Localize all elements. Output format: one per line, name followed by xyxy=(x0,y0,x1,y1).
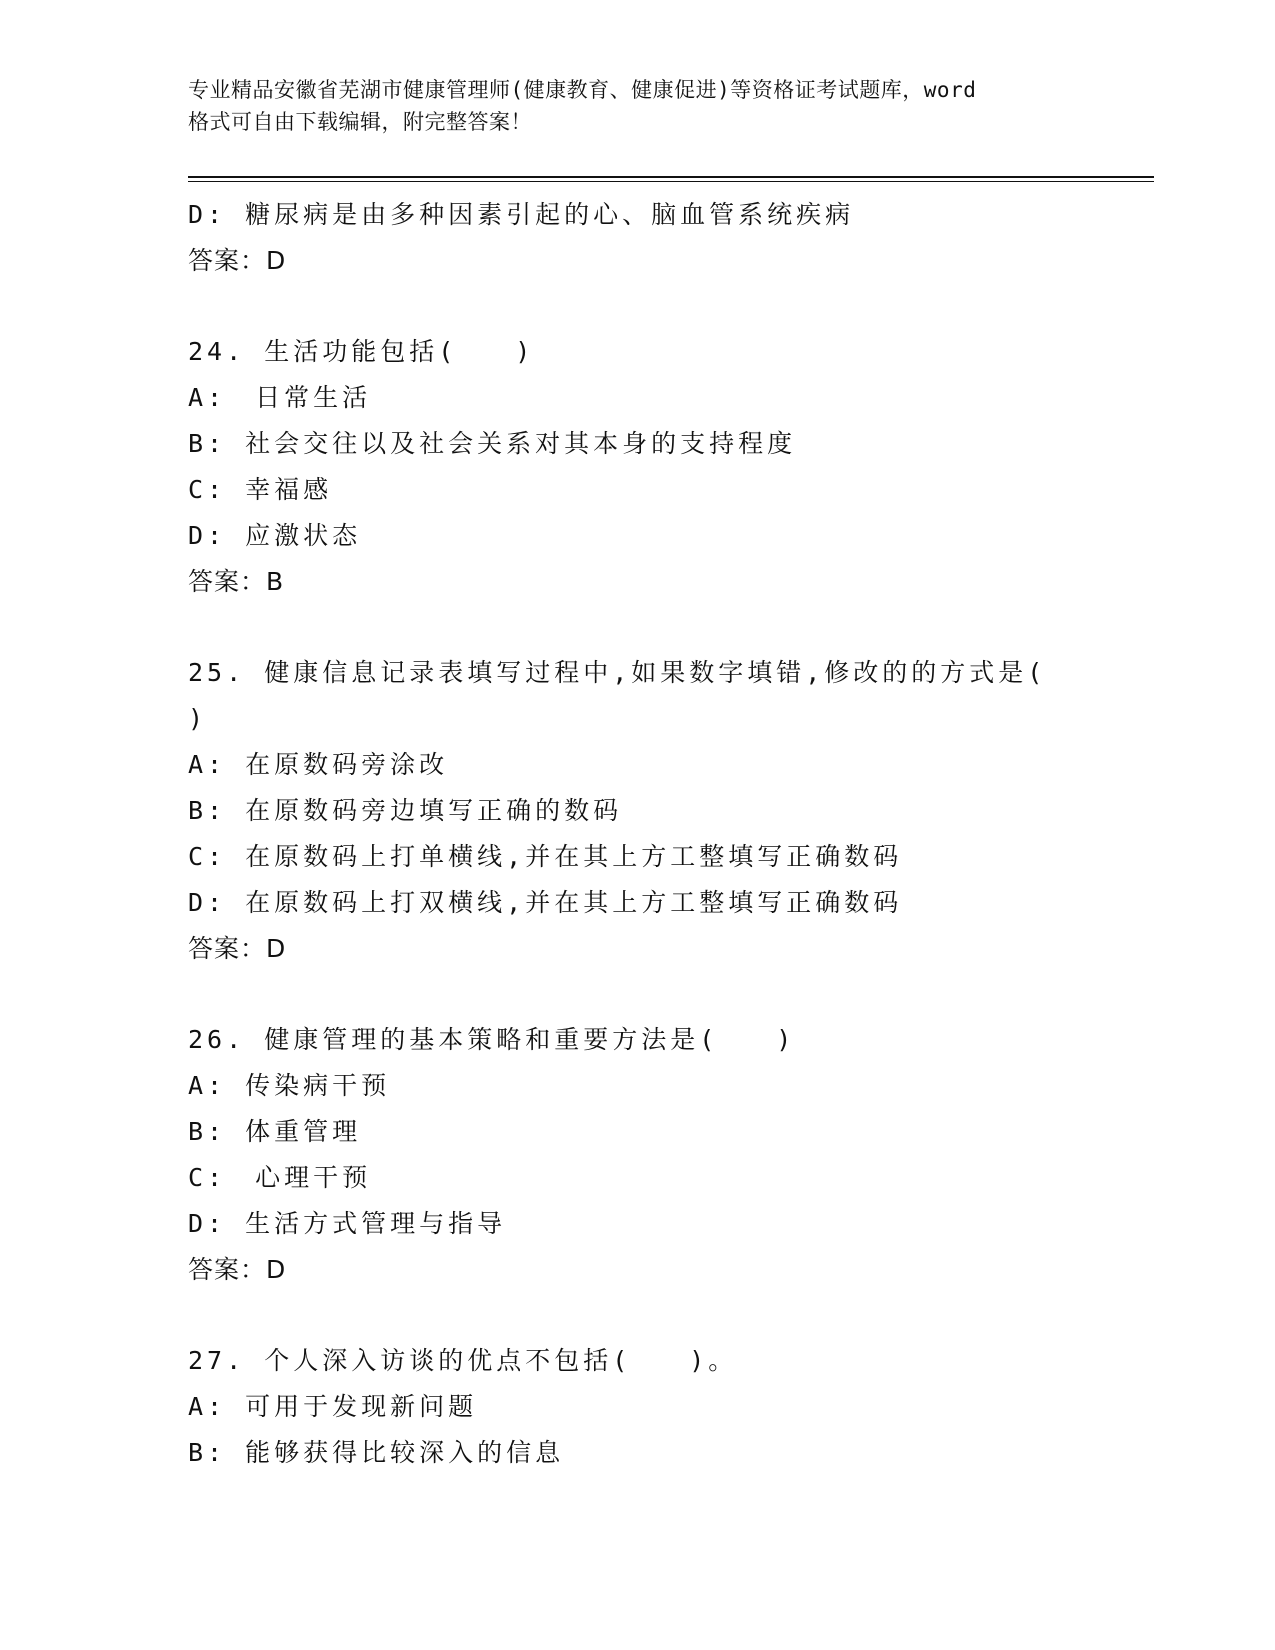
option-c: C: 心理干预 xyxy=(188,1163,372,1192)
option-c: C: 幸福感 xyxy=(188,475,333,504)
document-header xyxy=(188,74,1088,138)
option-c: C: 在原数码上打单横线,并在其上方工整填写正确数码 xyxy=(188,842,903,871)
option-b: B: 在原数码旁边填写正确的数码 xyxy=(188,796,623,825)
question-26 xyxy=(188,1017,1088,1293)
header-line-2: 格式可自由下载编辑，附完整答案！ xyxy=(188,110,532,134)
question-list xyxy=(188,192,1088,1476)
question-25 xyxy=(188,650,1088,972)
option-a: A: 传染病干预 xyxy=(188,1071,391,1100)
question-27 xyxy=(188,1338,1088,1476)
header-line-1: 专业精品安徽省芜湖市健康管理师(健康教育、健康促进)等资格证考试题库，word xyxy=(188,78,977,102)
option-d: D: 糖尿病是由多种因素引起的心、脑血管系统疾病 xyxy=(188,200,855,229)
answer: 答案：D xyxy=(188,934,287,963)
question-text: 24. 生活功能包括( ) xyxy=(188,337,535,366)
question-text: 26. 健康管理的基本策略和重要方法是( ) xyxy=(188,1025,796,1054)
header-divider-thin xyxy=(188,181,1154,182)
question-23 xyxy=(188,192,1088,284)
header-divider-thick xyxy=(188,176,1154,178)
option-b: B: 体重管理 xyxy=(188,1117,362,1146)
option-a: A: 在原数码旁涂改 xyxy=(188,750,449,779)
option-b: B: 社会交往以及社会关系对其本身的支持程度 xyxy=(188,429,797,458)
option-d: D: 应激状态 xyxy=(188,521,362,550)
option-a: A: 日常生活 xyxy=(188,383,372,412)
answer: 答案：B xyxy=(188,567,285,596)
answer: 答案：D xyxy=(188,1255,287,1284)
option-d: D: 在原数码上打双横线,并在其上方工整填写正确数码 xyxy=(188,888,903,917)
option-b: B: 能够获得比较深入的信息 xyxy=(188,1438,565,1467)
question-text-continued: ) xyxy=(188,704,208,733)
option-d: D: 生活方式管理与指导 xyxy=(188,1209,507,1238)
option-a: A: 可用于发现新问题 xyxy=(188,1392,478,1421)
question-text: 27. 个人深入访谈的优点不包括( )。 xyxy=(188,1346,738,1375)
question-24 xyxy=(188,329,1088,605)
answer: 答案：D xyxy=(188,246,287,275)
question-text: 25. 健康信息记录表填写过程中,如果数字填错,修改的的方式是( xyxy=(188,658,1047,687)
